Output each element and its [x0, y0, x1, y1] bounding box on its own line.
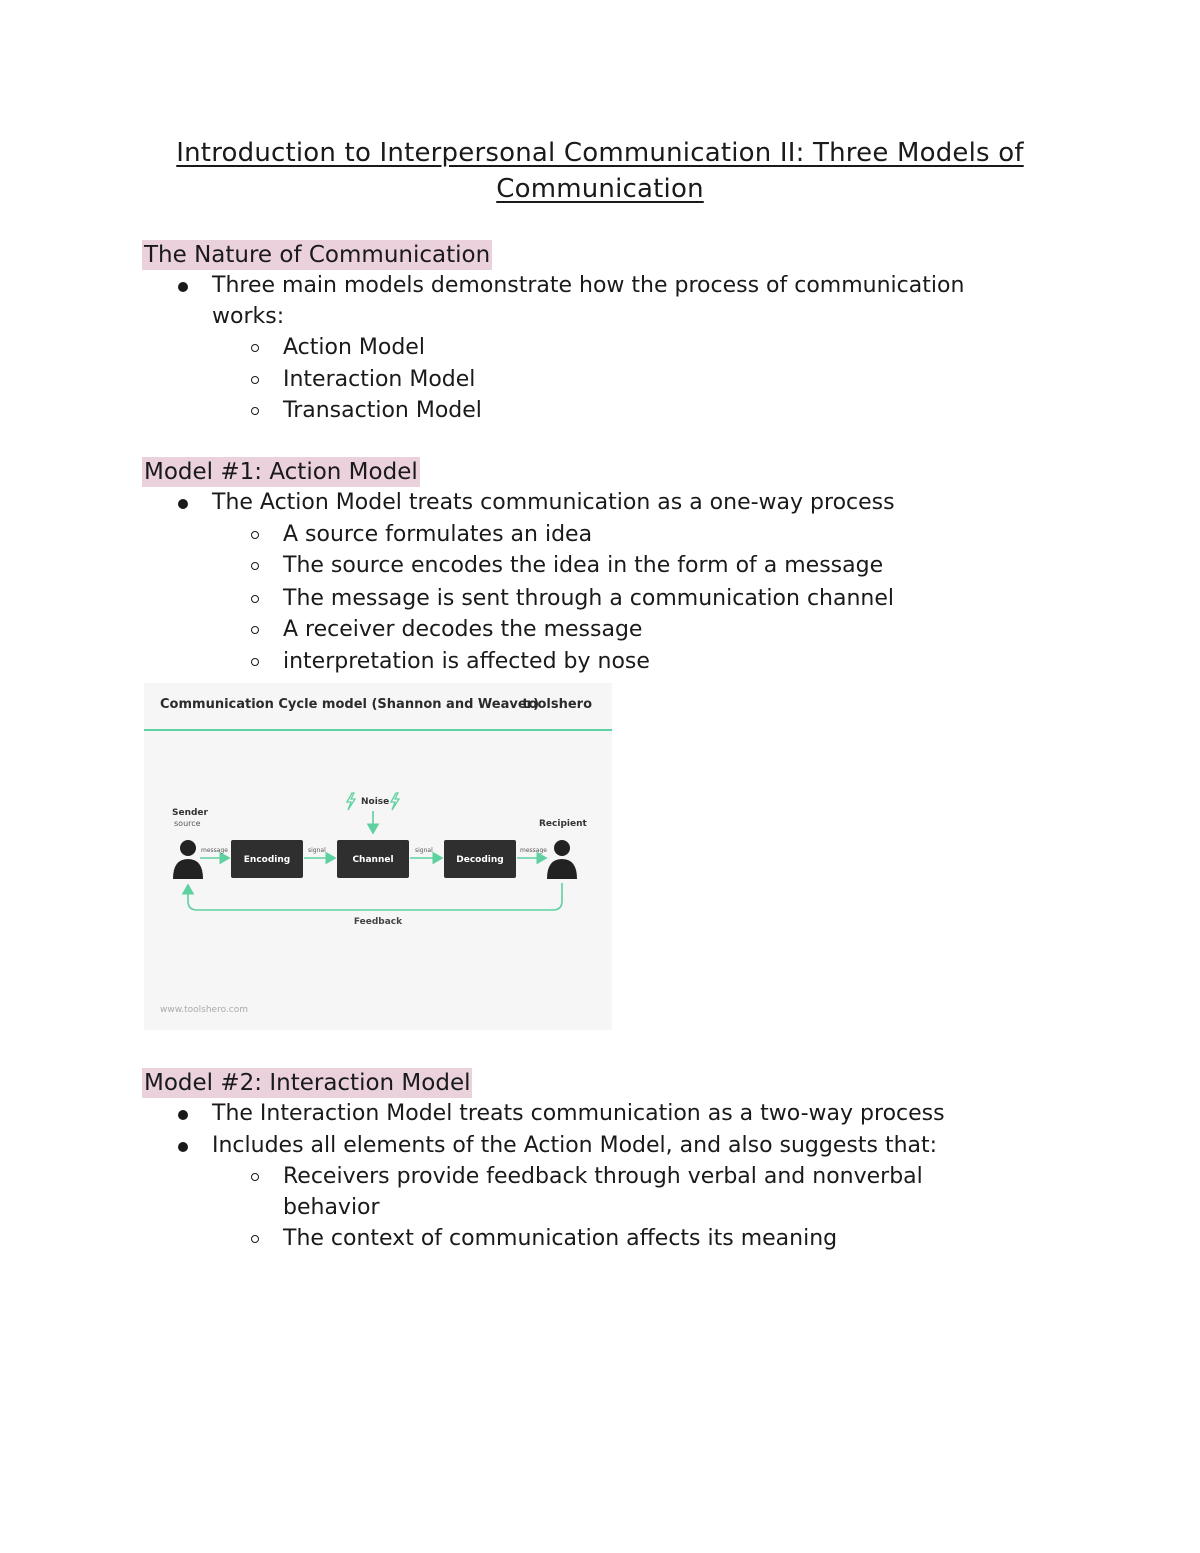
- figure-brand: toolshero: [522, 697, 592, 712]
- sub-bullet-icon: [251, 376, 259, 384]
- person-icon: [180, 840, 196, 856]
- sub-bullet-text-continued: behavior: [283, 1195, 380, 1220]
- sub-bullet-icon: [251, 562, 259, 570]
- sub-bullet-icon: [251, 1235, 259, 1243]
- encoding-label: Encoding: [243, 855, 291, 865]
- person-body-icon: [547, 859, 577, 879]
- person-body-icon: [173, 859, 203, 879]
- bullet-icon: [178, 1142, 188, 1152]
- sub-bullet-icon: [251, 626, 259, 634]
- bullet-text: Includes all elements of the Action Model, and also suggests that:: [212, 1133, 938, 1158]
- section-heading-model1: Model #1: Action Model: [144, 459, 418, 485]
- arrow-label: message: [201, 847, 228, 854]
- channel-label: Channel: [352, 855, 394, 865]
- section-heading-nature: The Nature of Communication: [144, 242, 491, 268]
- section-heading-model2: Model #2: Interaction Model: [144, 1070, 471, 1096]
- cycle-diagram: [144, 683, 612, 1030]
- sub-bullet-icon: [251, 344, 259, 352]
- sender-sub-label: source: [174, 819, 201, 828]
- sub-bullet-text: The context of communication affects its meaning: [283, 1226, 838, 1251]
- sub-bullet-icon: [251, 658, 259, 666]
- sub-bullet-text: interpretation is affected by nose: [283, 649, 650, 674]
- sub-bullet-text: The message is sent through a communication channel: [283, 586, 894, 611]
- feedback-label: Feedback: [353, 917, 403, 927]
- bullet-text: The Action Model treats communication as a one-way process: [212, 490, 895, 515]
- feedback-arrow: [188, 883, 562, 910]
- sub-bullet-icon: [251, 531, 259, 539]
- lightning-icon: [391, 793, 399, 810]
- sub-bullet-text: Action Model: [283, 335, 425, 360]
- lightning-icon: [347, 793, 355, 810]
- arrow-label: signal: [308, 847, 326, 854]
- communication-cycle-figure: [144, 683, 612, 1030]
- sub-bullet-text: A source formulates an idea: [283, 522, 593, 547]
- recipient-label: Recipient: [539, 819, 587, 829]
- sub-bullet-icon: [251, 1173, 259, 1181]
- figure-title: Communication Cycle model (Shannon and Weaver): [160, 697, 540, 712]
- bullet-text-continued: works:: [212, 304, 285, 329]
- figure-footer: www.toolshero.com: [160, 1005, 249, 1015]
- sub-bullet-text: A receiver decodes the message: [283, 617, 643, 642]
- bullet-text: The Interaction Model treats communication as a two-way process: [212, 1101, 945, 1126]
- sender-label: Sender: [172, 808, 208, 818]
- sub-bullet-icon: [251, 595, 259, 603]
- sub-bullet-text: Interaction Model: [283, 367, 476, 392]
- sub-bullet-text: Receivers provide feedback through verbal and nonverbal: [283, 1164, 923, 1189]
- sub-bullet-icon: [251, 407, 259, 415]
- noise-label: Noise: [361, 797, 390, 807]
- arrow-label: message: [520, 847, 547, 854]
- sub-bullet-text: The source encodes the idea in the form of a message: [283, 553, 884, 578]
- bullet-icon: [178, 499, 188, 509]
- person-icon: [554, 840, 570, 856]
- decoding-label: Decoding: [456, 855, 504, 865]
- bullet-text: Three main models demonstrate how the process of communication: [212, 273, 965, 298]
- document-title: Introduction to Interpersonal Communication II: Three Models of Communication: [176, 138, 1024, 204]
- arrow-label: signal: [415, 847, 433, 854]
- sub-bullet-text: Transaction Model: [283, 398, 482, 423]
- bullet-icon: [178, 1110, 188, 1120]
- bullet-icon: [178, 282, 188, 292]
